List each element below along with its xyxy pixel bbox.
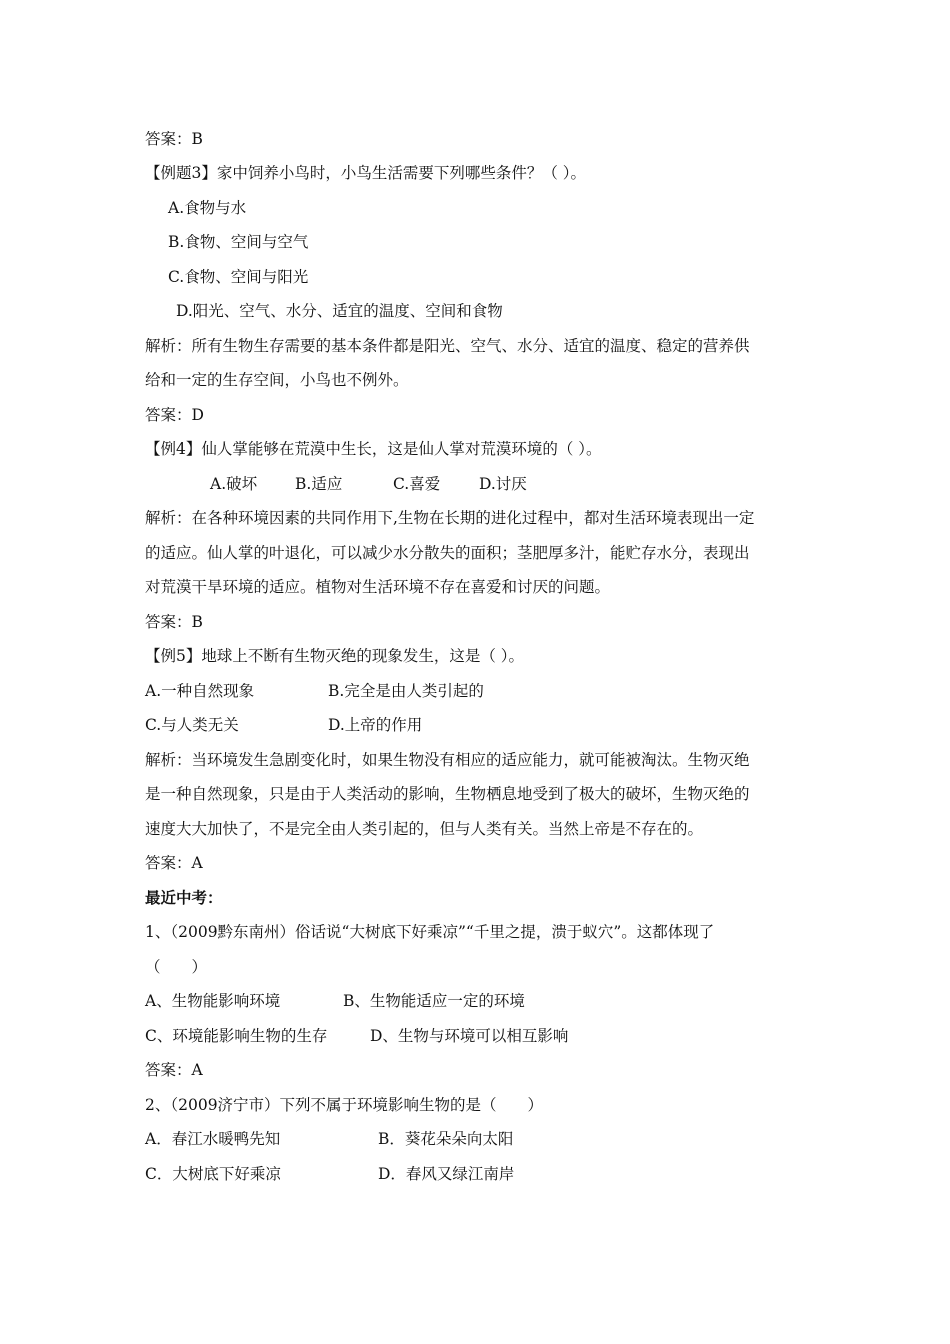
option-line: B.食物、空间与空气 xyxy=(168,233,309,251)
option-b: B.适应 xyxy=(295,475,343,493)
question-line: 2、（2009济宁市）下列不属于环境影响生物的是（ ） xyxy=(145,1096,544,1114)
question-line: 【例题3】家中饲养小鸟时，小鸟生活需要下列哪些条件？（ ）。 xyxy=(145,164,587,182)
option-d: D、生物与环境可以相互影响 xyxy=(370,1027,569,1045)
option-a: A.一种自然现象 xyxy=(145,682,255,700)
option-a: A.破坏 xyxy=(210,475,258,493)
question-line: 【例4】仙人掌能够在荒漠中生长，这是仙人掌对荒漠环境的（ ）。 xyxy=(145,440,602,458)
analysis-line: 解析：当环境发生急剧变化时，如果生物没有相应的适应能力，就可能被淘汰。生物灭绝 xyxy=(145,751,750,769)
option-a: A、生物能影响环境 xyxy=(145,992,281,1010)
question-line: 【例5】地球上不断有生物灭绝的现象发生，这是（ ）。 xyxy=(145,647,525,665)
question-line: （ ） xyxy=(145,958,208,976)
option-c: C、环境能影响生物的生存 xyxy=(145,1027,328,1045)
answer-line: 答案：A xyxy=(145,854,203,872)
option-d: D.讨厌 xyxy=(479,475,527,493)
analysis-line: 速度大大加快了，不是完全由人类引起的，但与人类有关。当然上帝是不存在的。 xyxy=(145,820,704,838)
option-d: D．春风又绿江南岸 xyxy=(378,1165,515,1183)
option-c: C.喜爱 xyxy=(393,475,441,493)
answer-line: 答案：D xyxy=(145,406,204,424)
option-b: B.完全是由人类引起的 xyxy=(328,682,484,700)
question-line: 1、（2009黔东南州）俗话说“大树底下好乘凉”“千里之提，溃于蚁穴”。这都体现了 xyxy=(145,923,715,941)
analysis-line: 对荒漠干旱环境的适应。植物对生活环境不存在喜爱和讨厌的问题。 xyxy=(145,578,611,596)
answer-line: 答案：A xyxy=(145,1061,203,1079)
analysis-line: 解析：在各种环境因素的共同作用下,生物在长期的进化过程中，都对生活环境表现出一定 xyxy=(145,509,755,527)
answer-line: 答案：B xyxy=(145,613,203,631)
option-c: C.与人类无关 xyxy=(145,716,239,734)
option-b: B、生物能适应一定的环境 xyxy=(343,992,525,1010)
analysis-line: 是一种自然现象，只是由于人类活动的影响，生物栖息地受到了极大的破坏，生物灭绝的 xyxy=(145,785,750,803)
option-c: C．大树底下好乘凉 xyxy=(145,1165,281,1183)
analysis-line: 给和一定的生存空间，小鸟也不例外。 xyxy=(145,371,409,389)
section-heading: 最近中考： xyxy=(145,888,223,907)
option-d: D.上帝的作用 xyxy=(328,716,423,734)
answer-line: 答案：B xyxy=(145,130,203,148)
option-line: C.食物、空间与阳光 xyxy=(168,268,309,286)
option-line: A.食物与水 xyxy=(168,199,247,217)
option-a: A．春江水暖鸭先知 xyxy=(145,1130,281,1148)
analysis-line: 的适应。仙人掌的叶退化，可以减少水分散失的面积；茎肥厚多汁，能贮存水分，表现出 xyxy=(145,544,750,562)
analysis-line: 解析：所有生物生存需要的基本条件都是阳光、空气、水分、适宜的温度、稳定的营养供 xyxy=(145,337,750,355)
option-line: D.阳光、空气、水分、适宜的温度、空间和食物 xyxy=(176,302,503,320)
option-b: B．葵花朵朵向太阳 xyxy=(378,1130,514,1148)
